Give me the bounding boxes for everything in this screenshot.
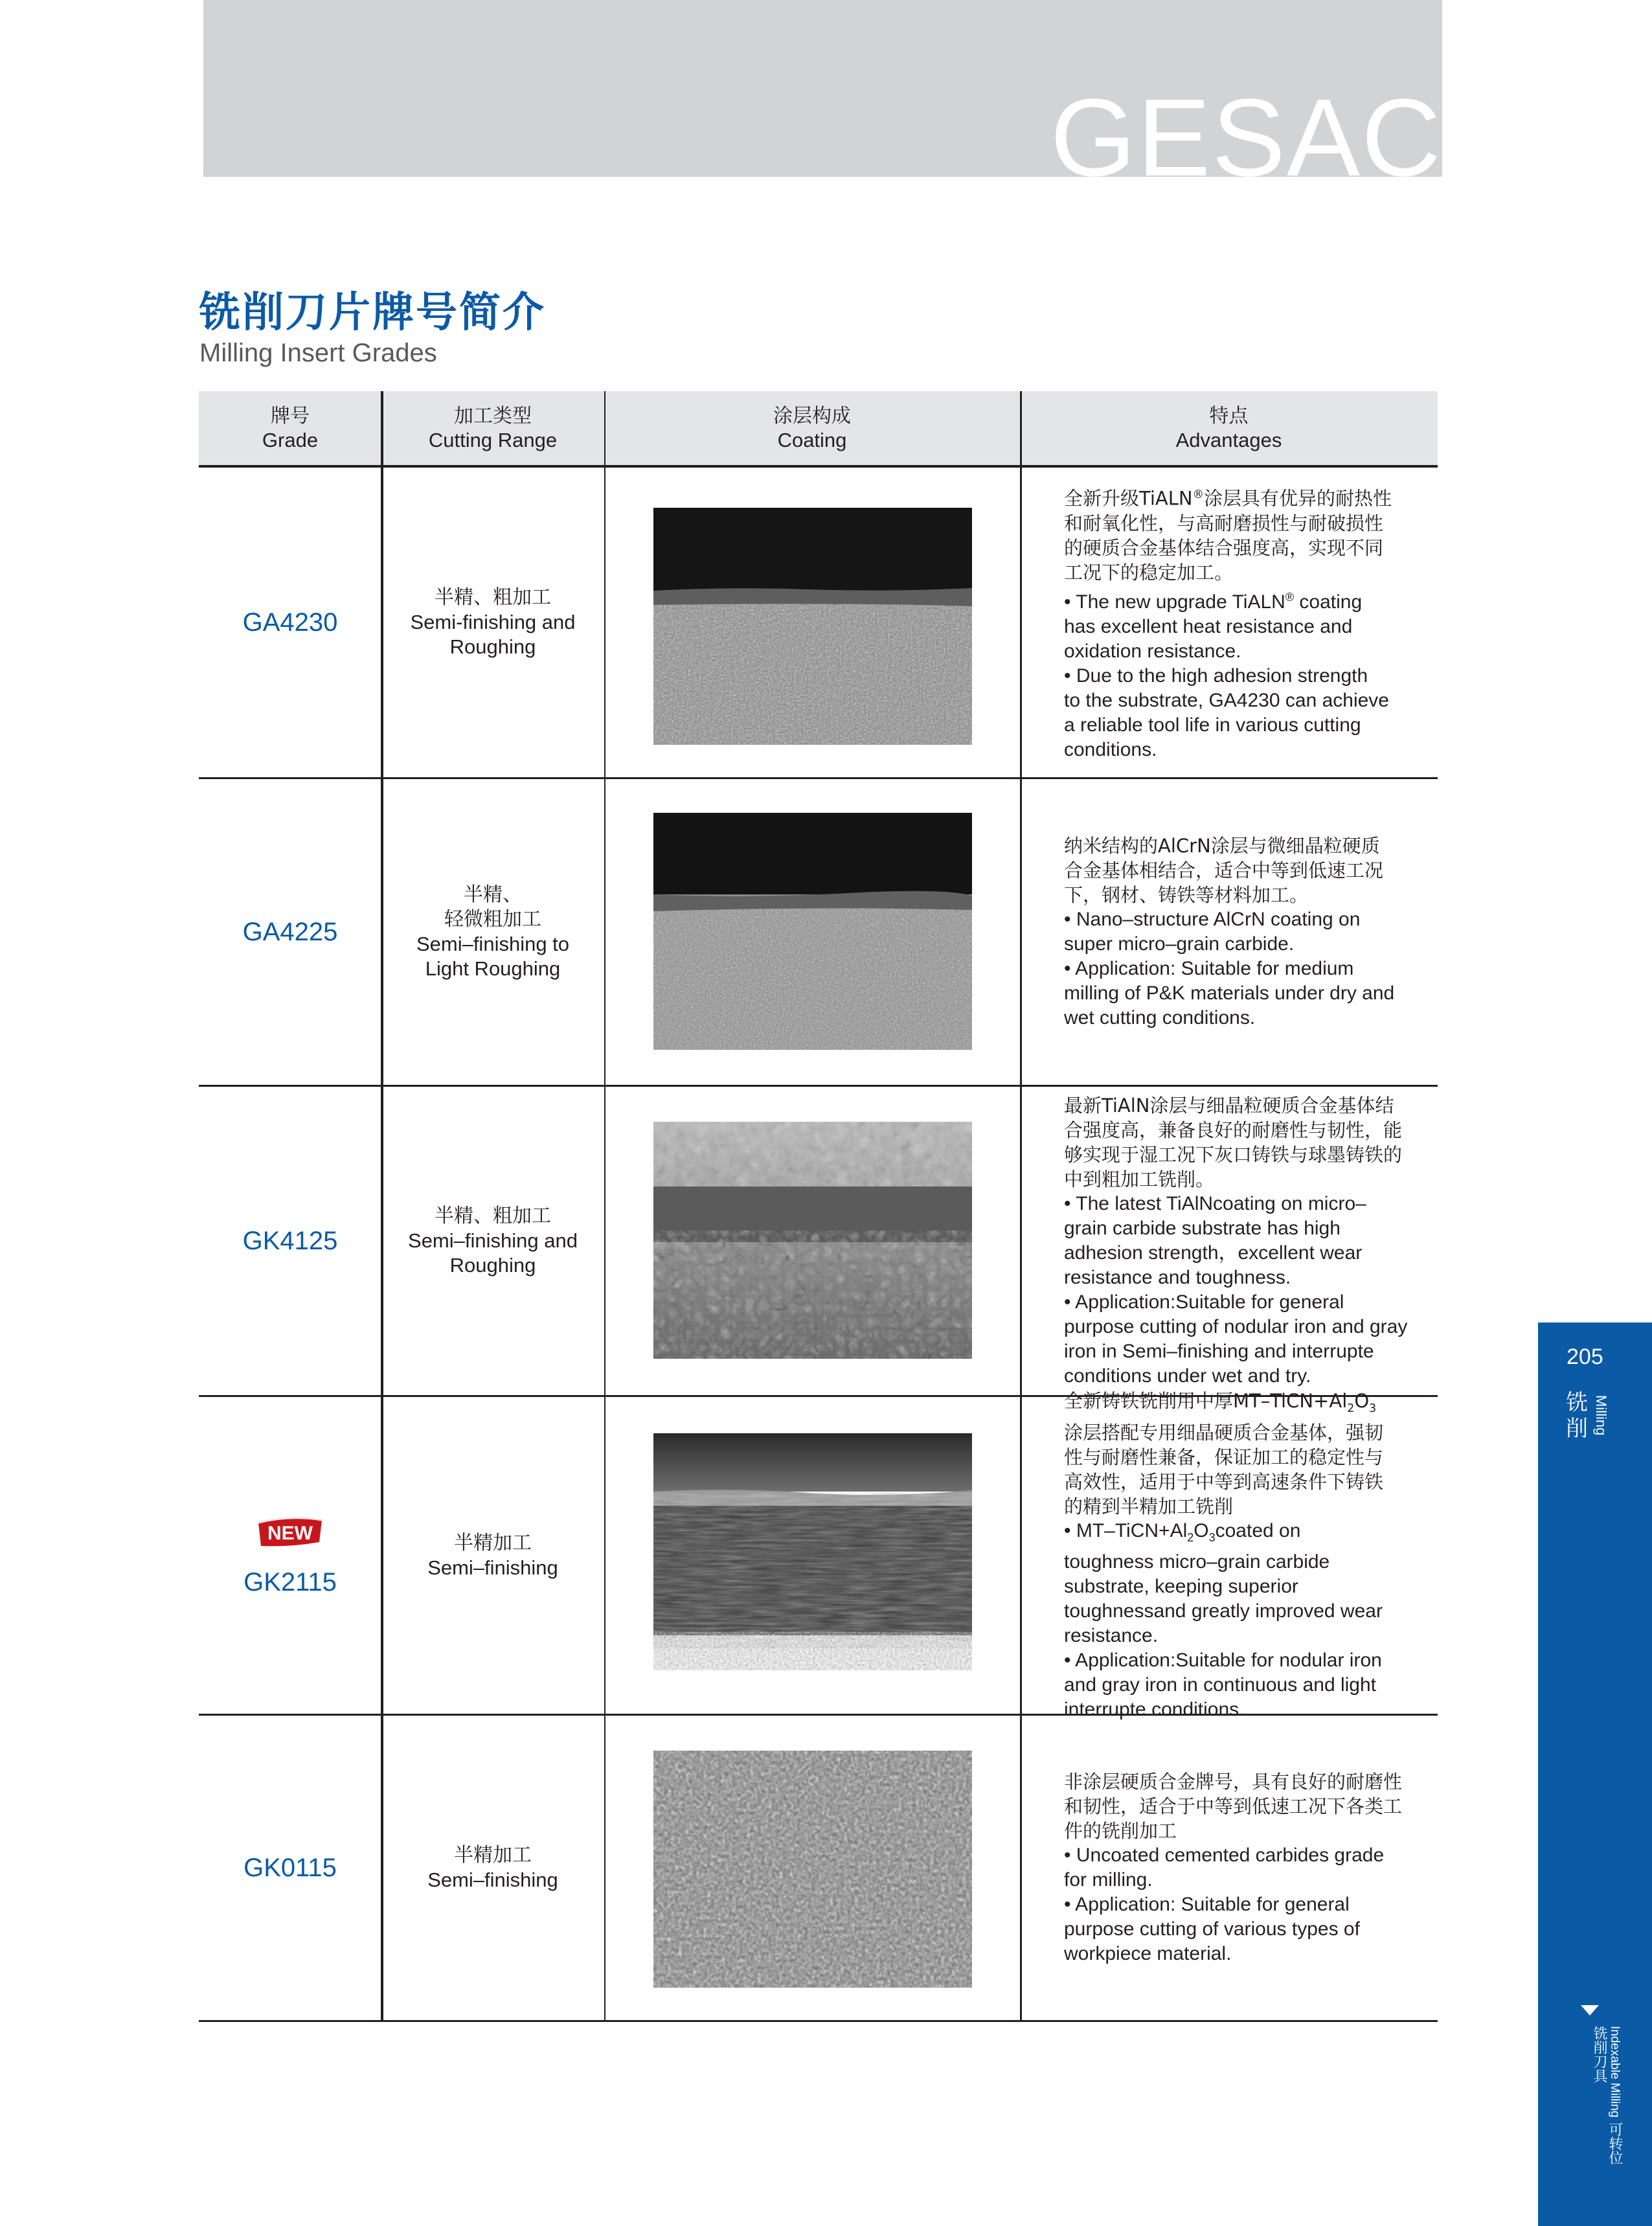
advantages-cell bbox=[1064, 1716, 1427, 2020]
adv-text-cn: 和耐氧化性，与高耐磨损性与耐破损性 bbox=[1064, 512, 1384, 534]
adv-text-cn: 够实现于湿工况下灰口铸铁与球墨铸铁的 bbox=[1064, 1144, 1403, 1166]
adv-text-en: iron in Semi–finishing and interrupte bbox=[1064, 1341, 1374, 1362]
cutting-range-cell bbox=[381, 468, 604, 777]
grade-cell bbox=[199, 1716, 381, 2020]
header-banner bbox=[203, 0, 1442, 177]
adv-text-cn: 和韧性，适合于中等到低速工况下各类工 bbox=[1064, 1795, 1403, 1817]
adv-text-en: toughnessand greatly improved wear bbox=[1064, 1600, 1383, 1622]
cutting-range-cell bbox=[381, 779, 604, 1085]
range-en: Roughing bbox=[449, 1254, 536, 1277]
adv-text-en: milling of P&K materials under dry and bbox=[1064, 982, 1395, 1004]
subscript: 2 bbox=[1347, 1402, 1355, 1415]
grade-name: GK0115 bbox=[243, 1853, 337, 1882]
grade-cell bbox=[199, 1397, 381, 1714]
grade-name: GK4125 bbox=[242, 1226, 338, 1255]
adv-text-cn: 涂层搭配专用细晶硬质合金基体，强韧 bbox=[1064, 1422, 1384, 1444]
advantages-cell bbox=[1064, 1389, 1427, 1721]
grades-table bbox=[199, 391, 1438, 2020]
header-range-en: Cutting Range bbox=[428, 429, 558, 451]
page-number: 205 bbox=[1567, 1345, 1603, 1369]
grade-name: GA4230 bbox=[242, 608, 338, 637]
range-cn: 半精加工 bbox=[454, 1844, 532, 1867]
coating-micrograph bbox=[653, 1433, 972, 1670]
adv-text-cn: 工况下的稳定加工。 bbox=[1064, 561, 1234, 584]
table-row bbox=[199, 1087, 1438, 1397]
adv-text-en: a reliable tool life in various cutting bbox=[1064, 714, 1361, 736]
chapter-label-en: Indexable Milling bbox=[1608, 2026, 1622, 2118]
adv-text-cn: 纳米结构的AlCrN涂层与微细晶粒硬质 bbox=[1064, 835, 1380, 857]
adv-text-cn: 下，钢材、铸铁等材料加工。 bbox=[1064, 884, 1309, 906]
range-en: Roughing bbox=[449, 635, 536, 658]
adv-text-en: • Nano–structure AlCrN coating on bbox=[1064, 909, 1361, 930]
page-title-en: Milling Insert Grades bbox=[199, 339, 437, 367]
section-side-tab bbox=[1538, 1323, 1652, 2226]
cutting-range-cell bbox=[381, 1087, 604, 1395]
header-coating-cn: 涂层构成 bbox=[773, 405, 851, 427]
adv-text-en: coated on bbox=[1215, 1520, 1301, 1542]
triangle-down-icon bbox=[1581, 2005, 1599, 2016]
adv-text-en: • The latest TiAlNcoating on micro– bbox=[1064, 1193, 1366, 1214]
range-cn: 半精、粗加工 bbox=[435, 1205, 551, 1227]
adv-text-en: has excellent heat resistance and bbox=[1064, 615, 1353, 637]
advantages-cell bbox=[1064, 779, 1427, 1085]
header-grade bbox=[199, 391, 381, 465]
adv-text-en: • Uncoated cemented carbides grade bbox=[1064, 1845, 1385, 1866]
advantages-cell bbox=[1064, 468, 1427, 777]
registered-mark: ® bbox=[1285, 590, 1295, 604]
header-range-cn: 加工类型 bbox=[454, 405, 532, 427]
subscript: 2 bbox=[1187, 1531, 1194, 1545]
adv-text-en: wet cutting conditions. bbox=[1064, 1007, 1256, 1028]
adv-text-cn: 的硬质合金基体结合强度高，实现不同 bbox=[1064, 536, 1384, 559]
coating-micrograph bbox=[653, 1122, 972, 1359]
adv-text-en: grain carbide substrate has high bbox=[1064, 1218, 1341, 1239]
adv-text-en: and gray iron in continuous and light bbox=[1064, 1674, 1376, 1696]
adv-text-en: resistance. bbox=[1064, 1625, 1159, 1647]
header-adv-en: Advantages bbox=[1175, 429, 1282, 451]
header-cutting-range bbox=[381, 391, 604, 465]
table-row bbox=[199, 468, 1438, 779]
adv-text-en: workpiece material. bbox=[1064, 1943, 1232, 1964]
cutting-range-cell bbox=[381, 1716, 604, 2020]
range-en: Semi–finishing bbox=[427, 1868, 558, 1891]
cutting-range-cell bbox=[381, 1397, 604, 1714]
range-en: Semi-finishing and bbox=[410, 611, 576, 633]
chapter-label-cn: 可转位铣削刀具 bbox=[1591, 2026, 1623, 2165]
adv-text-en: O bbox=[1194, 1520, 1209, 1542]
advantages-cell bbox=[1064, 1087, 1427, 1395]
adv-text-en: • Application:Suitable for general bbox=[1064, 1291, 1344, 1313]
adv-text-cn: 高效性，适用于中等到高速条件下铸铁 bbox=[1064, 1471, 1384, 1493]
adv-text-cn: 中到粗加工铣削。 bbox=[1064, 1168, 1215, 1190]
range-en: Semi–finishing and bbox=[408, 1229, 578, 1252]
page-title-cn: 铣削刀片牌号简介 bbox=[199, 289, 546, 337]
header-grade-en: Grade bbox=[262, 429, 319, 451]
adv-text-en: • Application: Suitable for medium bbox=[1064, 958, 1354, 979]
range-cn: 半精、粗加工 bbox=[435, 586, 551, 609]
adv-text-cn: 性与耐磨性兼备，保证加工的稳定性与 bbox=[1064, 1446, 1384, 1469]
registered-mark: ® bbox=[1192, 488, 1204, 502]
range-en: Semi–finishing bbox=[427, 1556, 558, 1579]
adv-text-en: coating bbox=[1294, 591, 1363, 613]
table-row bbox=[199, 779, 1438, 1087]
adv-text-en: super micro–grain carbide. bbox=[1064, 933, 1295, 955]
adv-text-cn: 的精到半精加工铣削 bbox=[1064, 1495, 1234, 1518]
adv-text-en: purpose cutting of nodular iron and gray bbox=[1064, 1316, 1408, 1337]
section-label-cn: 铣削 bbox=[1566, 1390, 1588, 1442]
grade-name: GA4225 bbox=[242, 917, 338, 946]
adv-text-cn: 非涂层硬质合金牌号，具有良好的耐磨性 bbox=[1064, 1771, 1403, 1793]
adv-text-en: conditions under wet and try. bbox=[1064, 1365, 1311, 1387]
adv-text-en: conditions. bbox=[1064, 738, 1157, 760]
adv-text-en: substrate, keeping superior bbox=[1064, 1576, 1298, 1598]
table-header bbox=[199, 391, 1438, 468]
range-en: Light Roughing bbox=[425, 957, 561, 980]
subscript: 3 bbox=[1369, 1402, 1377, 1415]
adv-text-en: resistance and toughness. bbox=[1064, 1267, 1291, 1288]
adv-text-en: • Application: Suitable for general bbox=[1064, 1894, 1350, 1915]
adv-text-cn: 全新升级TiALN bbox=[1064, 487, 1193, 510]
adv-text-cn: 件的铣削加工 bbox=[1064, 1820, 1177, 1842]
adv-text-cn: 最新TiAlN涂层与细晶粒硬质合金基体结 bbox=[1064, 1095, 1394, 1117]
header-advantages bbox=[1020, 391, 1438, 465]
adv-text-en: oxidation resistance. bbox=[1064, 640, 1241, 662]
adv-text-cn: 涂层具有优异的耐热性 bbox=[1203, 487, 1392, 510]
section-label-en: Milling bbox=[1593, 1395, 1609, 1436]
adv-text-cn: 合金基体相结合，适合中等到低速工况 bbox=[1064, 859, 1384, 881]
range-cn: 轻微粗加工 bbox=[444, 908, 541, 931]
grade-cell bbox=[199, 1087, 381, 1395]
brand-logo-text: GESAC bbox=[1050, 76, 1442, 177]
adv-text-en: interrupte conditions. bbox=[1064, 1699, 1245, 1721]
range-cn: 半精、 bbox=[464, 883, 522, 906]
chapter-label bbox=[1570, 2026, 1622, 2168]
grade-cell bbox=[199, 468, 381, 777]
header-adv-cn: 特点 bbox=[1209, 405, 1249, 427]
coating-micrograph bbox=[653, 508, 972, 745]
range-cn: 半精加工 bbox=[454, 1531, 532, 1554]
table-row bbox=[199, 1716, 1438, 2022]
adv-text-cn: 合强度高，兼备良好的耐磨性与韧性，能 bbox=[1064, 1119, 1403, 1141]
adv-text-en: • Due to the high adhesion strength bbox=[1064, 664, 1368, 687]
coating-micrograph bbox=[653, 1751, 972, 1988]
adv-text-en: for milling. bbox=[1064, 1869, 1153, 1891]
coating-micrograph bbox=[653, 813, 972, 1050]
adv-text-en: purpose cutting of various types of bbox=[1064, 1918, 1360, 1940]
subscript: 3 bbox=[1208, 1531, 1216, 1545]
adv-text-cn: O bbox=[1354, 1389, 1370, 1412]
adv-text-en: • The new upgrade TiALN bbox=[1064, 591, 1285, 613]
adv-text-en: toughness micro–grain carbide bbox=[1064, 1551, 1330, 1573]
header-coating-en: Coating bbox=[777, 429, 847, 451]
adv-text-en: • MT–TiCN+Al bbox=[1064, 1520, 1188, 1542]
grade-cell bbox=[199, 779, 381, 1085]
adv-text-en: to the substrate, GA4230 can achieve bbox=[1064, 689, 1389, 711]
new-badge-text: NEW bbox=[267, 1523, 313, 1544]
new-badge-icon bbox=[255, 1514, 326, 1551]
range-en: Semi–finishing to bbox=[416, 933, 570, 955]
adv-text-en: adhesion strength，excellent wear bbox=[1064, 1242, 1363, 1264]
table-row bbox=[199, 1389, 1438, 1721]
header-coating bbox=[604, 391, 1020, 465]
grade-name: GK2115 bbox=[243, 1568, 337, 1596]
adv-text-cn: 全新铸铁铣削用中厚MT–TiCN+Al bbox=[1064, 1389, 1348, 1412]
adv-text-en: • Application:Suitable for nodular iron bbox=[1064, 1650, 1382, 1672]
header-grade-cn: 牌号 bbox=[271, 405, 310, 427]
